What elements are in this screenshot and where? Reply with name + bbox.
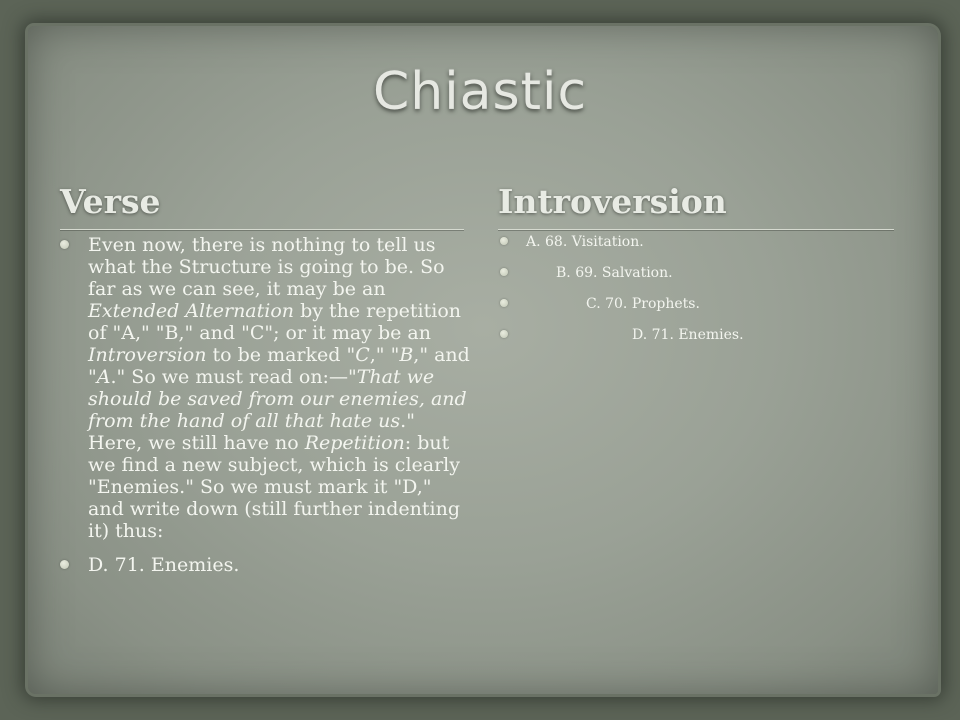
text-run-italic: A: [96, 366, 111, 388]
text-run: ." So we must read on:—": [110, 366, 357, 388]
paragraph-text: [88, 234, 470, 542]
text-run-italic: Introversion: [88, 344, 207, 366]
text-run-italic: That we should be saved from our enemies, and from the hand of all that hate us: [88, 366, 467, 432]
list-item-text: D. 71. Enemies.: [88, 554, 240, 576]
list-item: [60, 234, 470, 542]
text-run-italic: B: [399, 344, 414, 366]
text-run-italic: C: [355, 344, 370, 366]
left-column-heading: Verse: [60, 182, 161, 221]
text-run-italic: Repetition: [304, 432, 405, 454]
left-bullet-list: [60, 234, 470, 588]
list-item: [498, 233, 898, 251]
text-run-italic: Extended Alternation: [88, 300, 295, 322]
bullet-icon: [500, 268, 508, 276]
list-item-text: C. 70. Prophets.: [586, 296, 700, 312]
bullet-icon: [60, 560, 69, 569]
text-run: Even now, there is nothing to tell us what the Structure is going to be. So far as we can see, it may be an: [88, 234, 445, 300]
text-run: by the repetition of "A," "B," and "C"; or it may be an: [88, 300, 461, 344]
list-item: [498, 326, 898, 344]
text-run: to be marked ": [206, 344, 356, 366]
text-run: ," ": [369, 344, 400, 366]
list-item: [60, 554, 470, 576]
right-bullet-list: [498, 233, 898, 357]
right-heading-divider: [498, 229, 894, 230]
list-item-text: D. 71. Enemies.: [632, 327, 744, 343]
slide-title: Chiastic: [372, 62, 588, 122]
list-item: [498, 295, 898, 313]
bullet-icon: [500, 330, 508, 338]
list-item-text: B. 69. Salvation.: [556, 265, 673, 281]
right-column-heading: Introversion: [498, 182, 727, 221]
text-run: ," and ": [88, 344, 470, 388]
left-heading-divider: [60, 229, 464, 230]
bullet-icon: [500, 237, 508, 245]
bullet-icon: [60, 240, 69, 249]
text-run: : but we find a new subject, which is clearly "Enemies." So we must mark it "D," and write down (still further indenting it) thus:: [88, 432, 460, 542]
bullet-icon: [500, 299, 508, 307]
list-item-text: A. 68. Visitation.: [526, 234, 644, 250]
list-item: [498, 264, 898, 282]
text-run: ." Here, we still have no: [88, 410, 415, 454]
